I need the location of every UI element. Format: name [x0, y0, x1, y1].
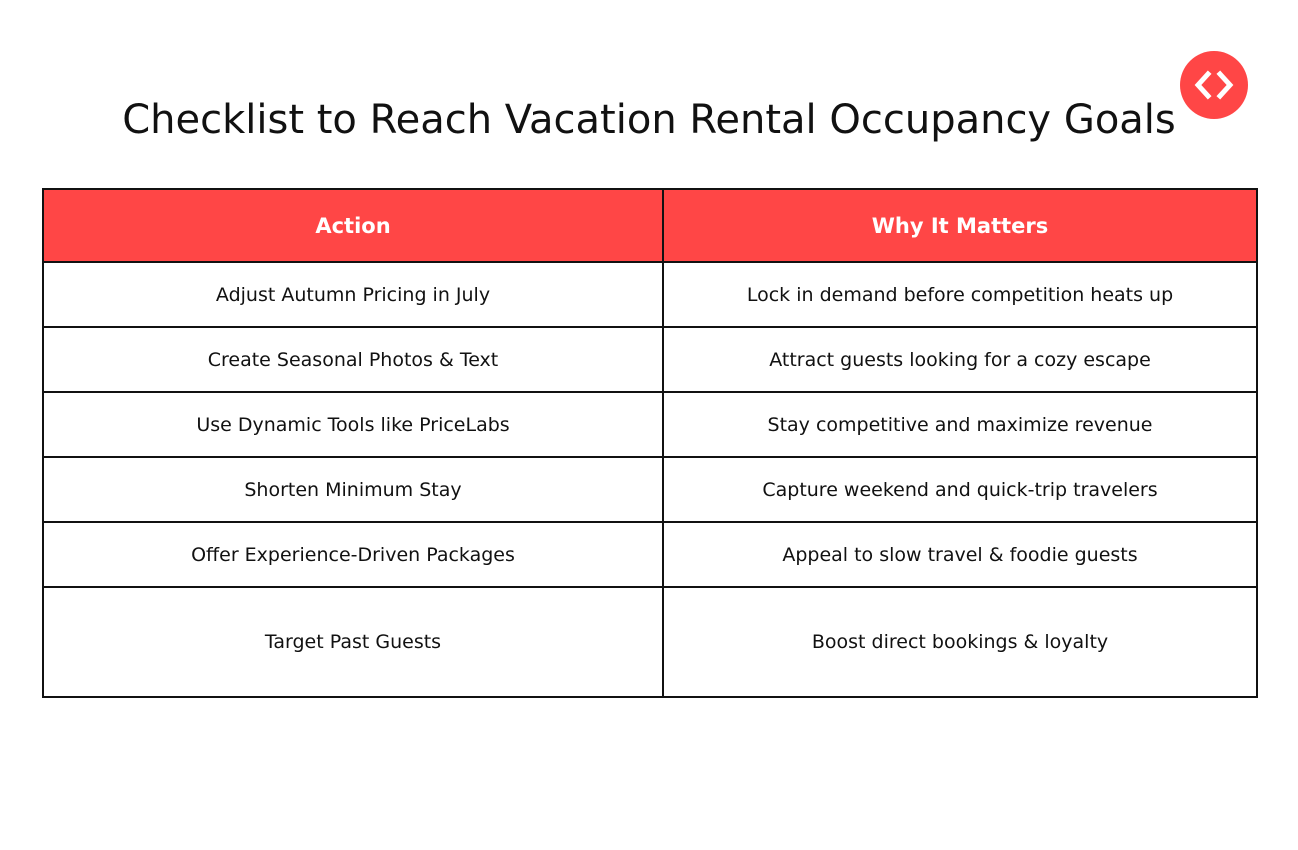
header-why-it-matters: Why It Matters — [663, 189, 1257, 262]
action-cell: Use Dynamic Tools like PriceLabs — [43, 392, 663, 457]
header-action: Action — [43, 189, 663, 262]
why-cell: Appeal to slow travel & foodie guests — [663, 522, 1257, 587]
table-row — [43, 392, 1257, 457]
why-cell: Capture weekend and quick-trip travelers — [663, 457, 1257, 522]
brand-logo — [1180, 51, 1248, 119]
chevrons-left-right-icon — [1194, 70, 1234, 100]
table-row — [43, 327, 1257, 392]
action-cell: Shorten Minimum Stay — [43, 457, 663, 522]
table-row — [43, 587, 1257, 697]
action-cell: Offer Experience-Driven Packages — [43, 522, 663, 587]
page-title: Checklist to Reach Vacation Rental Occupancy Goals — [122, 97, 1176, 143]
table-row — [43, 457, 1257, 522]
why-cell: Attract guests looking for a cozy escape — [663, 327, 1257, 392]
action-cell: Target Past Guests — [43, 587, 663, 697]
checklist-table — [42, 188, 1258, 698]
action-cell: Adjust Autumn Pricing in July — [43, 262, 663, 327]
why-cell: Boost direct bookings & loyalty — [663, 587, 1257, 697]
table-header-row — [43, 189, 1257, 262]
table-row — [43, 262, 1257, 327]
why-cell: Lock in demand before competition heats up — [663, 262, 1257, 327]
action-cell: Create Seasonal Photos & Text — [43, 327, 663, 392]
table-row — [43, 522, 1257, 587]
why-cell: Stay competitive and maximize revenue — [663, 392, 1257, 457]
